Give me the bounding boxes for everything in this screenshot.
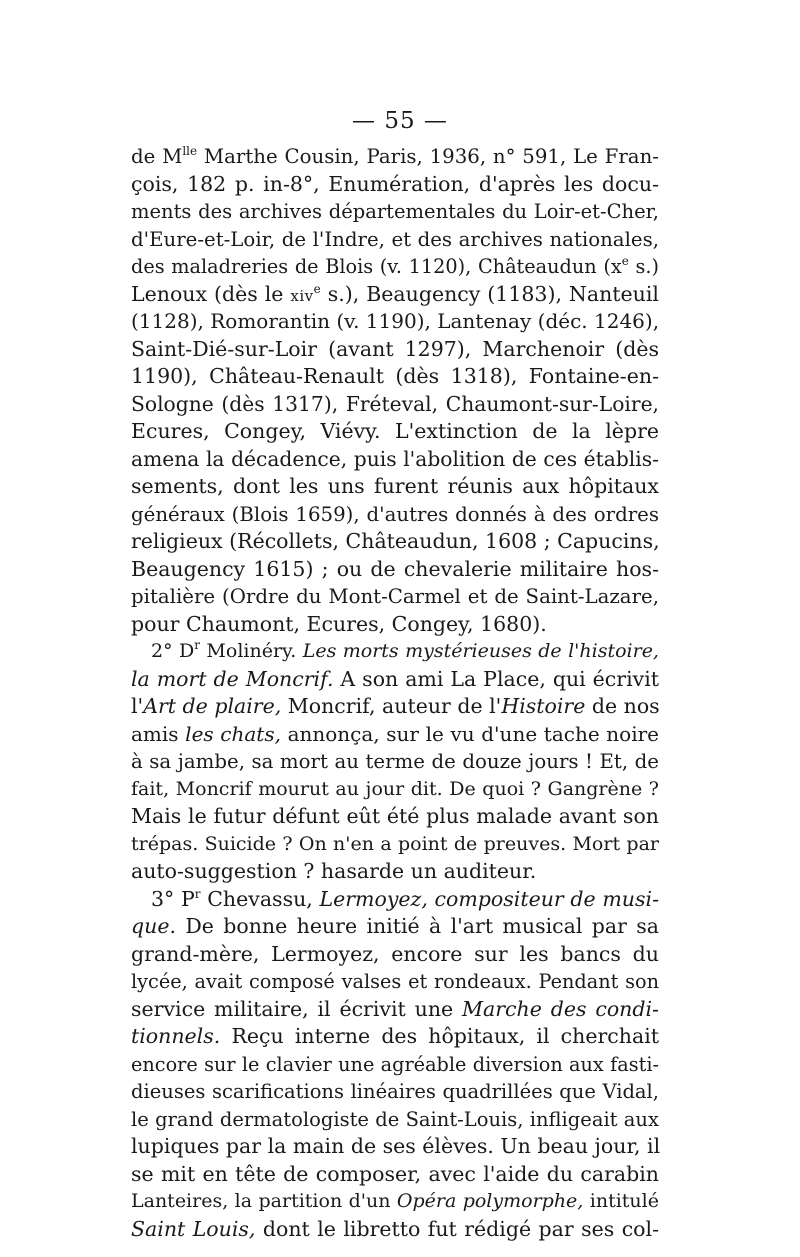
text-line: sements, dont les uns furent réunis aux hôpitaux [131,474,659,498]
text-line: dieuses scarifications linéaires quadrillées que Vidal, [131,1080,659,1103]
text-line: d'Eure-et-Loir, de l'Indre, et des archives nationales, [131,227,659,251]
page-number: — 55 — [352,108,448,134]
text-line: amis les chats, annonça, sur le vu d'une tache noire [131,721,659,746]
text-line: encore sur le clavier une agréable diversion aux fasti- [131,1052,659,1076]
text-line: des maladreries de Blois (v. 1120), Châteaudun ($x^e$ s.) [131,254,659,278]
text-line: ments des archives départementales du Loir-et-Cher, [131,200,659,223]
text-line: de $M^{lle}$ Marthe Cousin, Paris, 1936, n° 591, Le Fran- [131,144,659,168]
text-line: (1128), Romorantin (v. 1190), Lantenay (déc. 1246), [131,309,660,333]
text-line: 3° $P^r$ Chevassu, Lermoyez, compositeur de musi- [151,886,659,911]
text-line: Lenoux (dès le xiv$^e$ s.), Beaugency (1183), Nanteuil [131,281,659,306]
text-line: pitalière (Ordre du Mont-Carmel et de Saint-Lazare, [131,585,659,608]
text-line: religieux (Récollets, Châteaudun, 1608 ; Capucins, [131,529,660,553]
text-line: Saint Louis, dont le libretto fut rédigé par ses col- [131,1216,659,1241]
text-line: généraux (Blois 1659), d'autres donnés à des ordres [131,502,659,526]
text-line: Lanteires, la partition d'un Opéra polymorphe, intitulé [131,1190,659,1212]
text-line: lycée, avait composé valses et rondeaux. Pendant son [131,970,659,993]
text-line: Mais le futur défunt eût été plus malade avant son [131,804,659,828]
text-line: 2° $D^r$ Molinéry. Les morts mystérieuses de l'histoire, [151,638,659,662]
text-line: amena la décadence, puis l'abolition de ces établis- [131,446,659,471]
text-line: çois, 182 p. in-8°, Enumération, d'après les docu- [131,171,659,196]
text-line: trépas. Suicide ? On n'en a point de preuves. Mort par [131,832,659,855]
text-line: fait, Moncrif mourut au jour dit. De quoi ? Gangrène ? [131,777,659,800]
text-line: service militaire, il écrivit une Marche des condi- [131,996,659,1021]
text-line: la mort de Moncrif. A son ami La Place, qui écrivit [131,666,659,691]
text-line: que. De bonne heure initié à l'art musical par sa [131,914,659,938]
text-line: le grand dermatologiste de Saint-Louis, infligeait aux [131,1107,659,1131]
text-line: Sologne (dès 1317), Fréteval, Chaumont-sur-Loire, [131,391,659,416]
body-text [131,143,659,1243]
text-line: grand-mère, Lermoyez, encore sur les bancs du [131,941,659,966]
text-line: Beaugency 1615) ; ou de chevalerie militaire hos- [131,556,659,581]
text-line: 1190), Château-Renault (dès 1318), Fontaine-en- [131,364,659,388]
text-line: se mit en tête de composer, avec l'aide du carabin [131,1161,659,1186]
text-line: Ecures, Congey, Viévy. L'extinction de la lèpre [131,419,659,443]
text-line: auto-suggestion ? hasarde un auditeur. [131,859,537,883]
text-line: pour Chaumont, Ecures, Congey, 1680). [131,611,547,636]
text-line: lupiques par la main de ses élèves. Un beau jour, il [131,1134,661,1158]
text-line: tionnels. Reçu interne des hôpitaux, il cherchait [131,1024,659,1048]
text-line: l'Art de plaire, Moncrif, auteur de l'Histoire de nos [131,694,660,718]
text-line: Saint-Dié-sur-Loir (avant 1297), Marchenoir (dès [131,336,659,361]
text-line: à sa jambe, sa mort au terme de douze jours ! Et, de [131,750,659,773]
